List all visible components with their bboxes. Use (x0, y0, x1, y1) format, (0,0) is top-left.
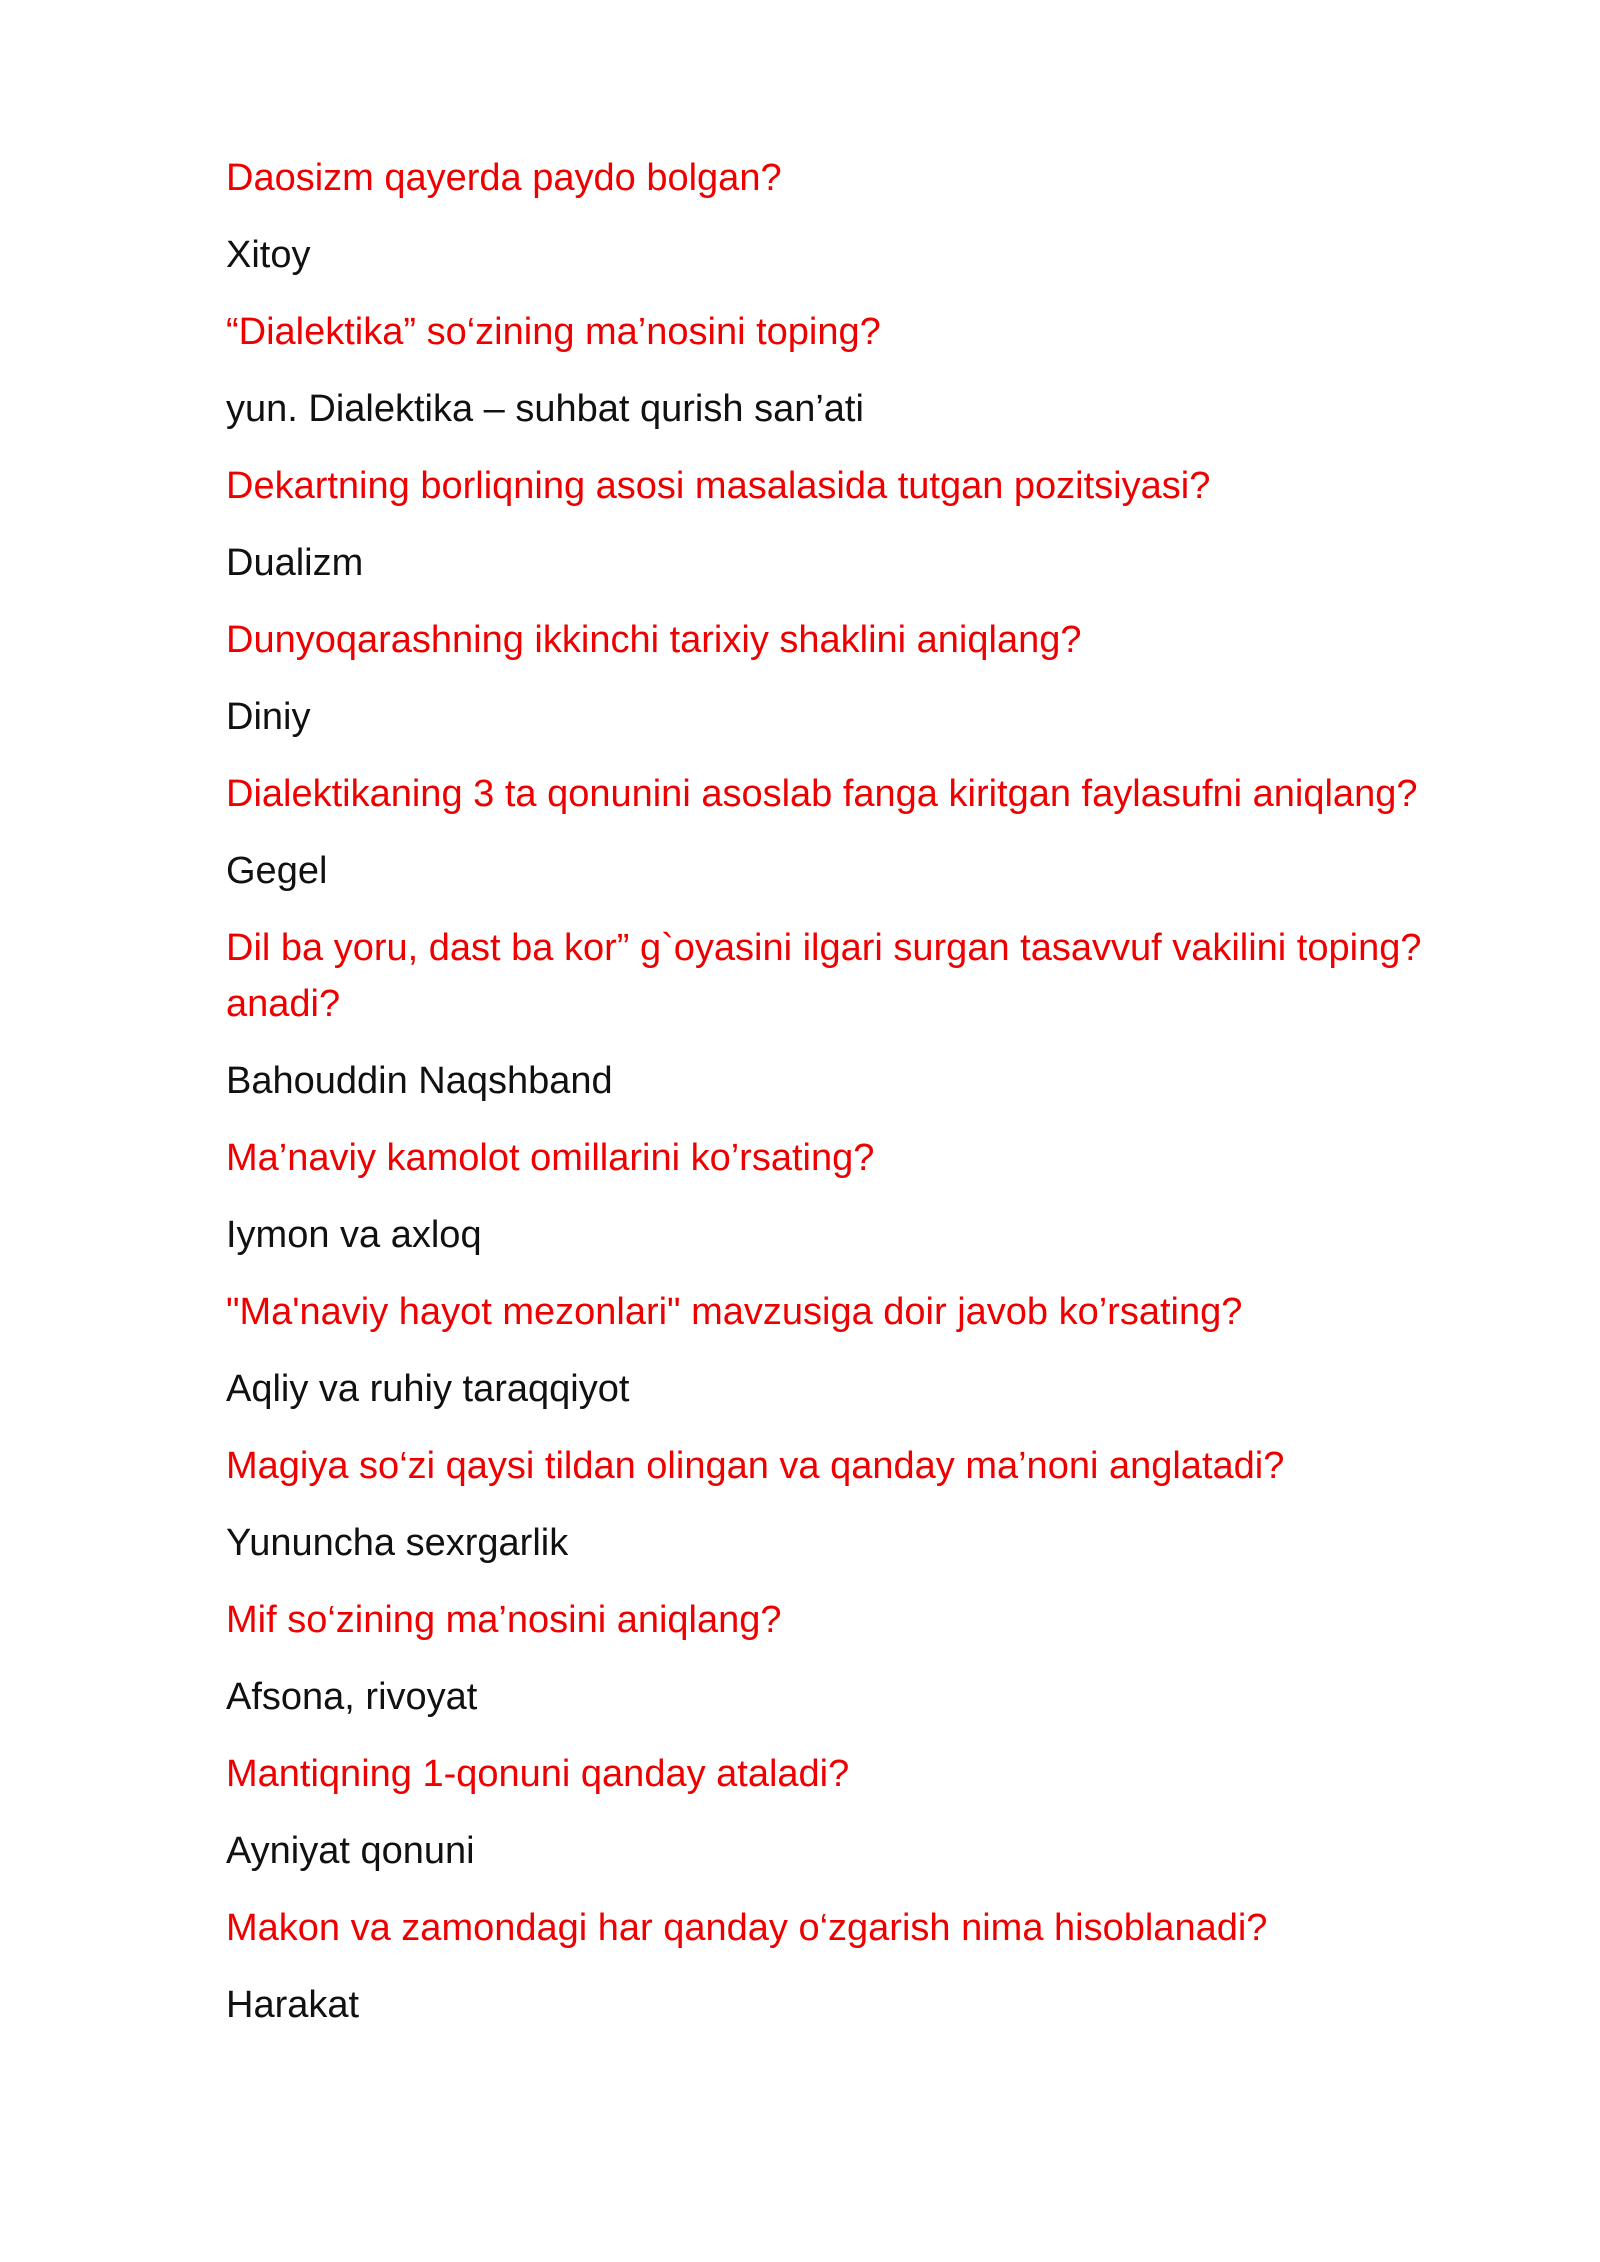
answer-9: Yununcha sexrgarlik (226, 1522, 569, 1564)
answer-4: Diniy (226, 696, 311, 738)
answer-8: Aqliy va ruhiy taraqqiyot (226, 1368, 630, 1410)
question-3: Dekartning borliqning asosi masalasida tutgan pozitsiyasi? (226, 465, 1211, 507)
answer-5: Gegel (226, 850, 328, 892)
qa-list (226, 150, 1486, 2054)
answer-12: Harakat (226, 1984, 360, 2026)
answer-7: Iymon va axloq (226, 1214, 482, 1256)
answer-3: Dualizm (226, 542, 364, 584)
question-2: “Dialektika” so‘zining ma’nosini toping? (226, 311, 881, 353)
answer-6: Bahouddin Naqshband (226, 1060, 613, 1102)
question-5: Dialektikaning 3 ta qonunini asoslab fanga kiritgan faylasufni aniqlang? (226, 773, 1418, 815)
question-8: "Ma'naviy hayot mezonlari" mavzusiga doir javob ko’rsating? (226, 1291, 1243, 1333)
answer-11: Ayniyat qonuni (226, 1830, 475, 1872)
answer-10: Afsona, rivoyat (226, 1676, 478, 1718)
answer-1: Xitoy (226, 234, 311, 276)
question-7: Ma’naviy kamolot omillarini ko’rsating? (226, 1137, 875, 1179)
question-4: Dunyoqarashning ikkinchi tarixiy shaklini aniqlang? (226, 619, 1082, 661)
question-6: Dil ba yoru, dast ba kor” g`oyasini ilgari surgan tasavvuf vakilini toping? anadi? (226, 927, 1422, 1025)
answer-2: yun. Dialektika – suhbat qurish san’ati (226, 388, 864, 430)
question-10: Mif so‘zining ma’nosini aniqlang? (226, 1599, 782, 1641)
question-1: Daosizm qayerda paydo bolgan? (226, 157, 782, 199)
question-12: Makon va zamondagi har qanday o‘zgarish nima hisoblanadi? (226, 1907, 1268, 1949)
question-11: Mantiqning 1-qonuni qanday ataladi? (226, 1753, 850, 1795)
question-9: Magiya so‘zi qaysi tildan olingan va qanday ma’noni anglatadi? (226, 1445, 1285, 1487)
